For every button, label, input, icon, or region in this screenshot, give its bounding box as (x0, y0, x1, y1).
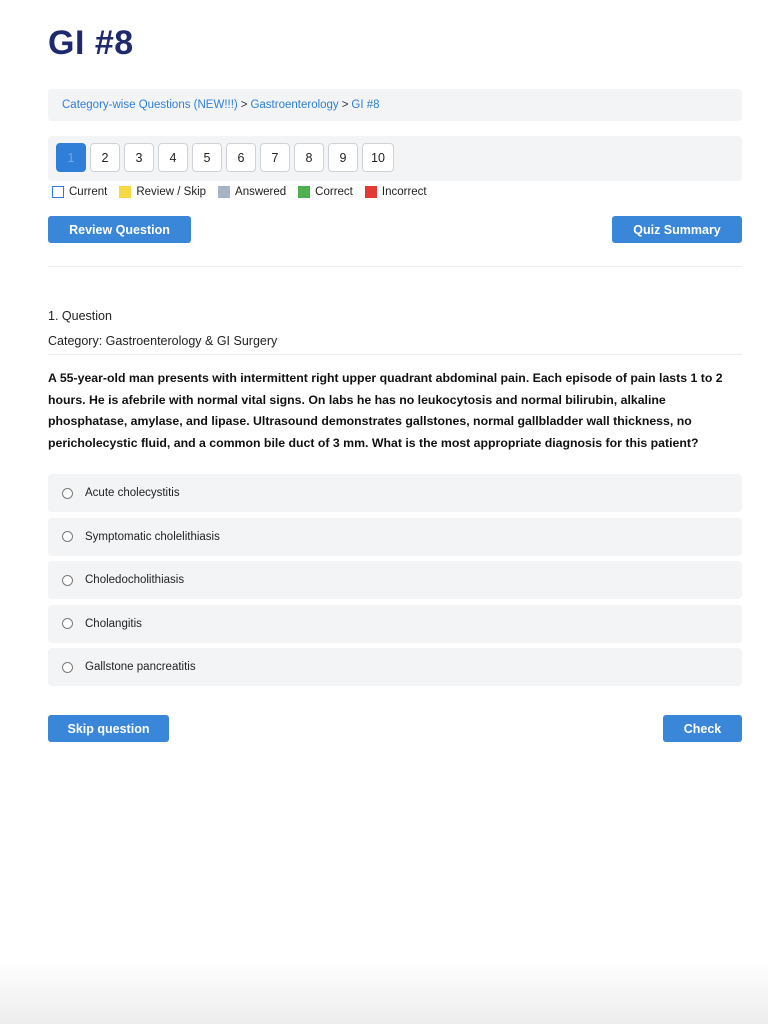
answer-label: Gallstone pancreatitis (85, 661, 196, 673)
legend-current-swatch (52, 186, 64, 198)
legend-incorrect (365, 186, 427, 198)
quiz-summary-button[interactable]: Quiz Summary (612, 216, 742, 243)
question-nav-6[interactable]: 6 (226, 143, 256, 172)
answer-list (48, 474, 742, 692)
answer-label: Choledocholithiasis (85, 574, 185, 586)
legend-correct-swatch (298, 186, 310, 198)
question-nav-7[interactable]: 7 (260, 143, 290, 172)
page-bottom-shade (0, 960, 768, 1024)
radio-button[interactable] (62, 531, 73, 542)
status-legend (52, 186, 439, 198)
answer-option[interactable] (48, 605, 742, 643)
page-title: GI #8 (48, 24, 134, 62)
answer-option[interactable] (48, 518, 742, 556)
question-number: 1. Question (48, 309, 112, 323)
answer-option[interactable] (48, 474, 742, 512)
breadcrumb-gastroenterology[interactable]: Gastroenterology (250, 99, 339, 111)
question-text: A 55-year-old man presents with intermittent right upper quadrant abdominal pain. Each episode of pain lasts 1 to 2 hours. He is afebrile with normal vital signs. On labs he has no leukocytosis and normal bilirubin, alkaline phosphatase, amylase, and lipase. Ultrasound demonstrates gallstones, normal gallbladder wall thickness, no pericholecystic fluid, and a common bile duct of 3 mm. What is the most appropriate diagnosis for this patient? (48, 371, 723, 450)
radio-button[interactable] (62, 662, 73, 673)
answer-option[interactable] (48, 561, 742, 599)
breadcrumb-category[interactable]: Category-wise Questions (NEW!!!) (62, 99, 238, 111)
radio-button[interactable] (62, 575, 73, 586)
divider (48, 266, 742, 267)
question-nav-8[interactable]: 8 (294, 143, 324, 172)
legend-label: Answered (235, 186, 287, 198)
answer-option[interactable] (48, 648, 742, 686)
question-nav-10[interactable]: 10 (362, 143, 394, 172)
legend-review-swatch (119, 186, 131, 198)
question-category: Category: Gastroenterology & GI Surgery (48, 334, 278, 348)
answer-label: Symptomatic cholelithiasis (85, 530, 220, 543)
question-nav-3[interactable]: 3 (124, 143, 154, 172)
breadcrumb (48, 89, 742, 121)
divider (48, 354, 742, 355)
radio-button[interactable] (62, 618, 73, 629)
breadcrumb-separator: > (341, 99, 349, 111)
answer-label: Cholangitis (85, 617, 142, 630)
answer-label: Acute cholecystitis (85, 487, 180, 499)
question-nav-4[interactable]: 4 (158, 143, 188, 172)
legend-label: Review / Skip (136, 186, 207, 198)
legend-answered (218, 186, 286, 198)
radio-button[interactable] (62, 488, 73, 499)
breadcrumb-current[interactable]: GI #8 (351, 99, 380, 111)
legend-review-skip (119, 186, 206, 198)
legend-answered-swatch (218, 186, 230, 198)
legend-label: Current (69, 186, 108, 198)
question-nav-5[interactable]: 5 (192, 143, 222, 172)
legend-label: Incorrect (381, 186, 427, 198)
legend-incorrect-swatch (365, 186, 377, 198)
question-nav-9[interactable]: 9 (328, 143, 358, 172)
legend-current (52, 186, 107, 198)
review-question-button[interactable]: Review Question (48, 216, 191, 243)
question-nav-1[interactable]: 1 (56, 143, 86, 172)
skip-question-button[interactable]: Skip question (48, 715, 169, 742)
question-navigation (48, 136, 742, 181)
legend-correct (298, 186, 353, 198)
check-button[interactable]: Check (663, 715, 742, 742)
question-nav-2[interactable]: 2 (90, 143, 120, 172)
legend-label: Correct (315, 186, 353, 198)
breadcrumb-separator: > (240, 99, 248, 111)
